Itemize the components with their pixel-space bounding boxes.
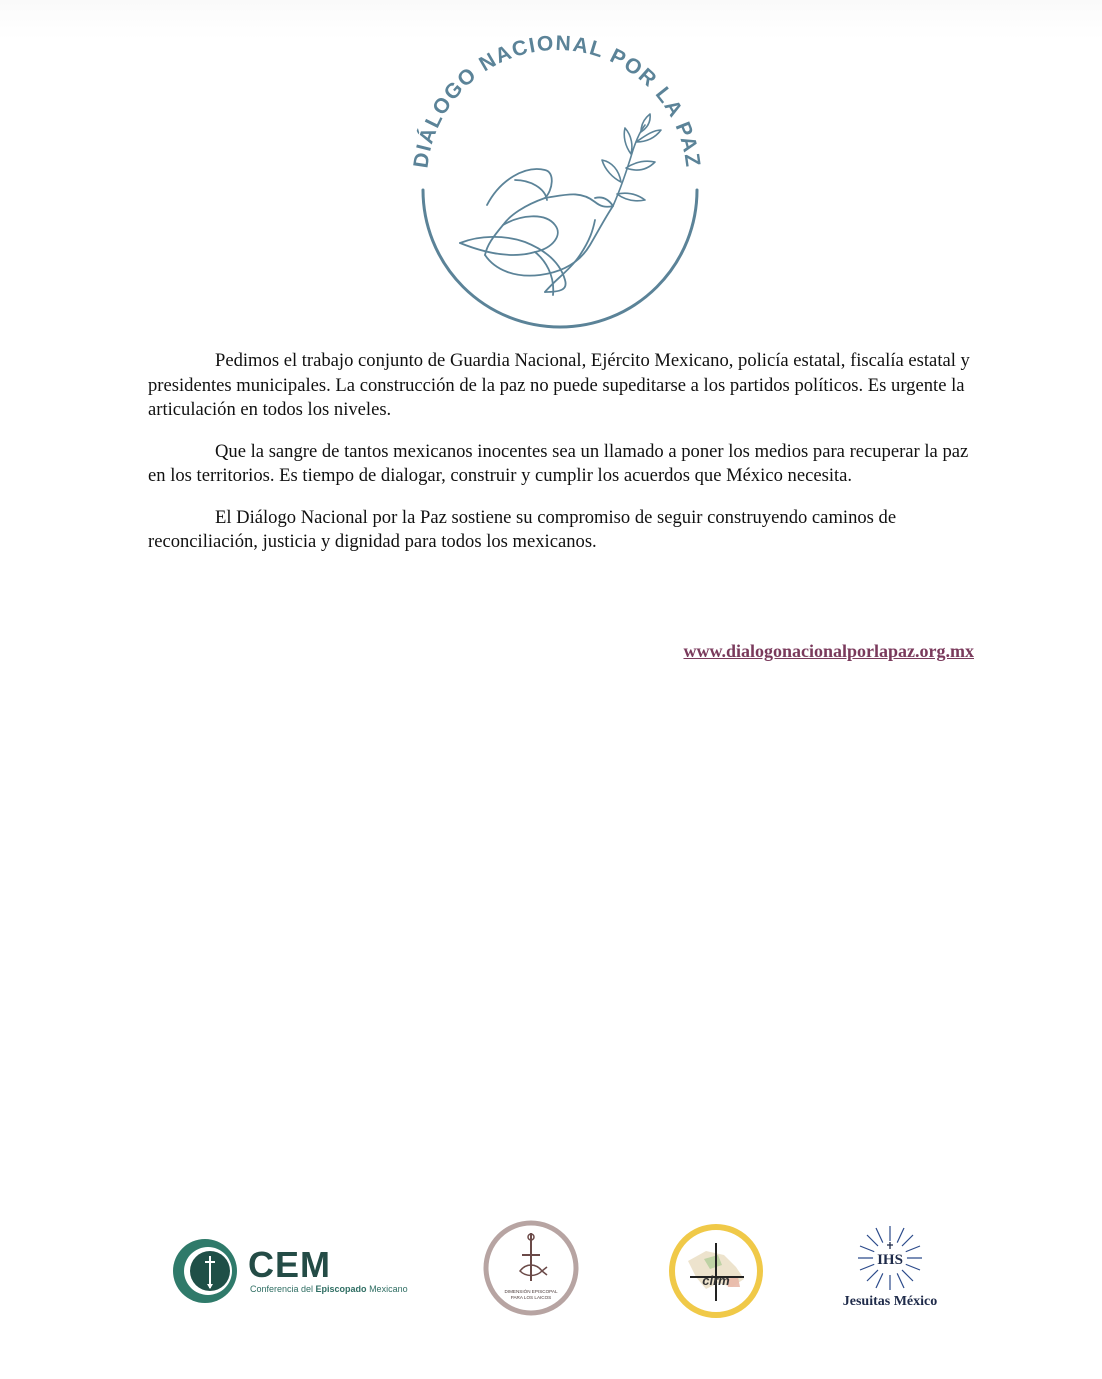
ihs-sunburst-icon xyxy=(836,1222,944,1294)
jesuitas-logo xyxy=(836,1222,944,1318)
paragraph-3: El Diálogo Nacional por la Paz sostiene su compromiso de seguir construyendo caminos de reconciliación, justicia y dignidad para todos los mexicanos. xyxy=(148,506,897,552)
paragraph-1: Pedimos el trabajo conjunto de Guardia Nacional, Ejército Mexicano, policía estatal, fiscalía estatal y presidentes municipales. La construcción de la paz no puede supeditarse a los partidos políticos. Es urgente la articulación en todos los niveles. xyxy=(148,350,970,420)
jesuitas-label: Jesuitas México xyxy=(842,1294,938,1309)
dialogo-nacional-logo xyxy=(395,30,715,350)
dimension-episcopal-logo xyxy=(482,1219,580,1317)
logo-arc-text: DIÁLOGO NACIONAL POR LA PAZ xyxy=(409,31,705,170)
cirm-text: cirm xyxy=(702,1273,730,1288)
cem-title: CEM xyxy=(248,1244,331,1285)
website-link[interactable]: www.dialogonacionalporlapaz.org.mx xyxy=(683,641,974,661)
dimension-line1: DIMENSIÓN EPISCOPAL xyxy=(504,1289,558,1294)
cem-emblem-icon xyxy=(170,1236,240,1306)
paragraph-2: Que la sangre de tantos mexicanos inocentes sea un llamado a poner los medios para recuperar la paz en los territorios. Es tiempo de dialogar, construir y cumplir los acuerdos que México necesita. xyxy=(148,440,969,486)
ihs-monogram: IHS xyxy=(877,1252,903,1268)
cem-logo xyxy=(170,1236,420,1308)
dimension-line2: PARA LOS LAICOS xyxy=(510,1295,552,1300)
cirm-emblem-icon xyxy=(666,1221,766,1321)
cem-subtitle: Conferencia del Episcopado Mexicano xyxy=(250,1284,408,1294)
dove-olive-branch-icon xyxy=(395,30,715,350)
statement-body xyxy=(148,349,978,572)
cross-fish-emblem-icon xyxy=(482,1219,580,1317)
cirm-logo xyxy=(666,1221,766,1321)
